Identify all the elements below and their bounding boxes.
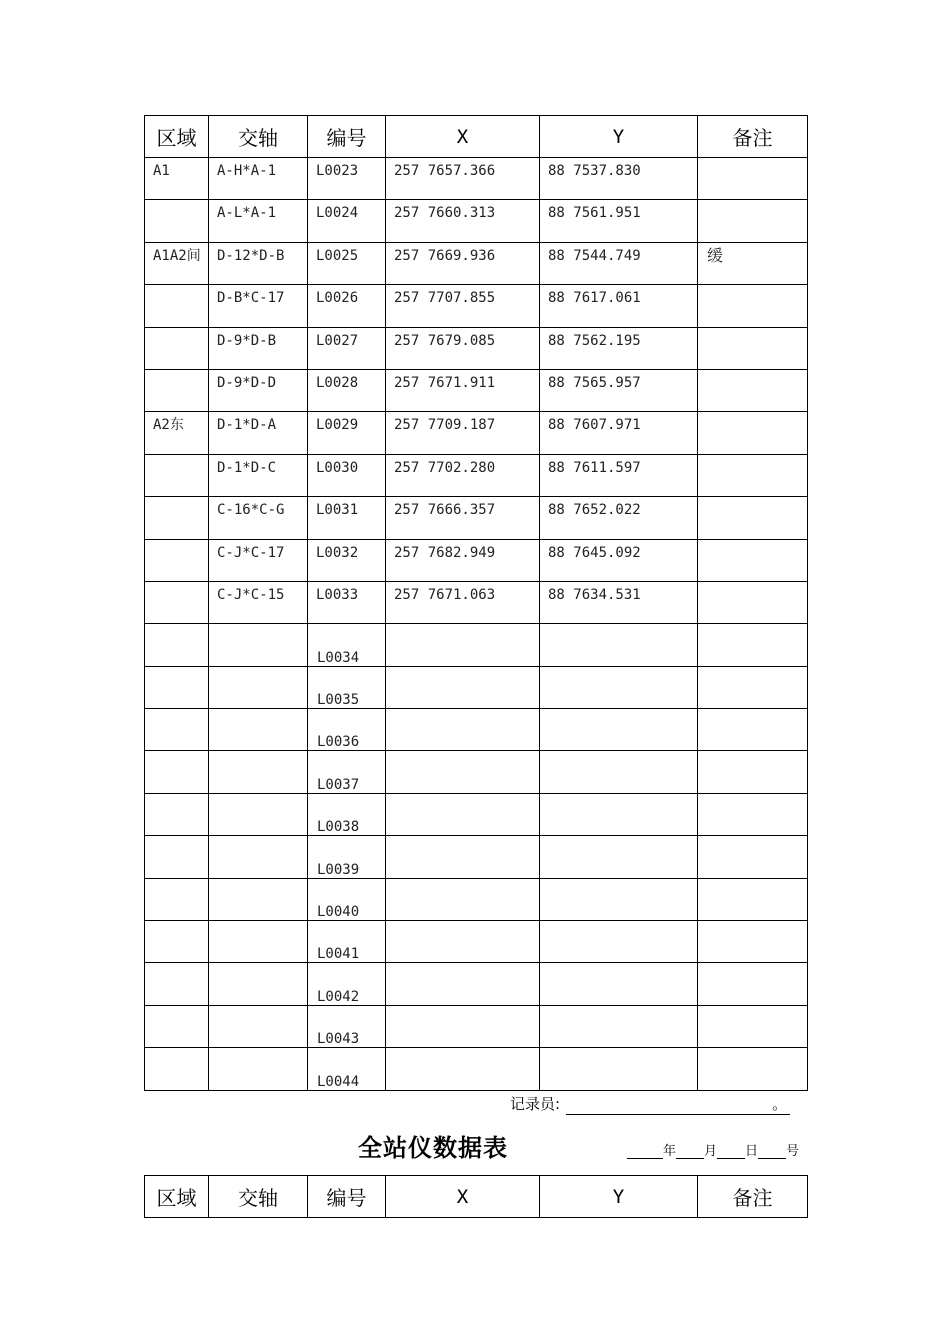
axis-cell[interactable]: C-16*C-G [209, 497, 308, 539]
code-cell[interactable]: L0025 [308, 242, 386, 284]
table-row [145, 369, 808, 411]
recorder-label: 记录员: [510, 1095, 561, 1113]
page-title: 全站仪数据表 [358, 1134, 508, 1162]
note-cell[interactable] [698, 666, 808, 708]
header-y: Y [540, 1176, 698, 1218]
y-coordinate-cell[interactable]: 88 7617.061 [540, 285, 698, 327]
x-coordinate-cell[interactable] [386, 1048, 540, 1090]
note-cell[interactable] [698, 793, 808, 835]
y-coordinate-cell[interactable]: 88 7634.531 [540, 581, 698, 623]
region-cell[interactable] [145, 581, 209, 623]
note-cell[interactable] [698, 369, 808, 411]
note-cell[interactable] [698, 751, 808, 793]
axis-cell[interactable]: D-9*D-B [209, 327, 308, 369]
y-coordinate-cell[interactable] [540, 666, 698, 708]
code-cell[interactable]: L0028 [308, 369, 386, 411]
region-cell[interactable] [145, 836, 209, 878]
code-cell[interactable]: L0031 [308, 497, 386, 539]
y-coordinate-cell[interactable]: 88 7645.092 [540, 539, 698, 581]
header-region: 区域 [145, 1176, 209, 1218]
axis-cell[interactable]: A-L*A-1 [209, 200, 308, 242]
x-coordinate-cell[interactable] [386, 878, 540, 920]
x-coordinate-cell[interactable]: 257 7702.280 [386, 454, 540, 496]
note-cell[interactable] [698, 963, 808, 1005]
axis-cell[interactable] [209, 878, 308, 920]
table-row-empty [145, 666, 808, 708]
table-header-row [145, 1176, 808, 1218]
code-cell[interactable]: L0044 [308, 1048, 386, 1090]
axis-cell[interactable]: D-1*D-A [209, 412, 308, 454]
region-cell[interactable] [145, 539, 209, 581]
table-row-empty [145, 878, 808, 920]
code-cell[interactable]: L0037 [308, 751, 386, 793]
code-cell[interactable]: L0035 [308, 666, 386, 708]
y-coordinate-cell[interactable] [540, 624, 698, 666]
code-cell[interactable]: L0032 [308, 539, 386, 581]
header-code: 编号 [308, 116, 386, 158]
region-cell[interactable] [145, 497, 209, 539]
region-cell[interactable] [145, 624, 209, 666]
table-row-empty [145, 921, 808, 963]
number-blank[interactable] [758, 1144, 786, 1159]
code-cell[interactable]: L0033 [308, 581, 386, 623]
axis-cell[interactable] [209, 666, 308, 708]
y-coordinate-cell[interactable] [540, 963, 698, 1005]
y-coordinate-cell[interactable] [540, 709, 698, 751]
note-cell[interactable] [698, 624, 808, 666]
x-coordinate-cell[interactable] [386, 666, 540, 708]
y-coordinate-cell[interactable] [540, 751, 698, 793]
note-cell[interactable] [698, 581, 808, 623]
x-coordinate-cell[interactable]: 257 7679.085 [386, 327, 540, 369]
y-coordinate-cell[interactable] [540, 1048, 698, 1090]
y-coordinate-cell[interactable]: 88 7562.195 [540, 327, 698, 369]
x-coordinate-cell[interactable]: 257 7666.357 [386, 497, 540, 539]
x-coordinate-cell[interactable]: 257 7671.911 [386, 369, 540, 411]
x-coordinate-cell[interactable]: 257 7671.063 [386, 581, 540, 623]
code-cell[interactable]: L0030 [308, 454, 386, 496]
y-coordinate-cell[interactable]: 88 7652.022 [540, 497, 698, 539]
header-y: Y [540, 116, 698, 158]
note-cell[interactable] [698, 878, 808, 920]
x-coordinate-cell[interactable] [386, 709, 540, 751]
note-cell[interactable] [698, 200, 808, 242]
axis-cell[interactable]: D-1*D-C [209, 454, 308, 496]
note-cell[interactable] [698, 709, 808, 751]
code-cell[interactable]: L0026 [308, 285, 386, 327]
y-coordinate-cell[interactable]: 88 7561.951 [540, 200, 698, 242]
region-cell[interactable] [145, 666, 209, 708]
table-row-empty [145, 1005, 808, 1047]
axis-cell[interactable]: A-H*A-1 [209, 158, 308, 200]
axis-cell[interactable]: D-B*C-17 [209, 285, 308, 327]
table-row [145, 454, 808, 496]
region-cell[interactable] [145, 793, 209, 835]
axis-cell[interactable]: D-9*D-D [209, 369, 308, 411]
recorder-end-mark: 。 [772, 1093, 790, 1115]
x-coordinate-cell[interactable]: 257 7660.313 [386, 200, 540, 242]
table-row [145, 581, 808, 623]
note-cell[interactable] [698, 158, 808, 200]
region-cell[interactable] [145, 1005, 209, 1047]
header-x: X [386, 116, 540, 158]
y-coordinate-cell[interactable] [540, 836, 698, 878]
axis-cell[interactable]: C-J*C-17 [209, 539, 308, 581]
table-body [145, 158, 808, 1091]
region-cell[interactable]: A2东 [145, 412, 209, 454]
x-coordinate-cell[interactable] [386, 751, 540, 793]
y-coordinate-cell[interactable]: 88 7537.830 [540, 158, 698, 200]
axis-cell[interactable] [209, 624, 308, 666]
region-cell[interactable] [145, 285, 209, 327]
axis-cell[interactable] [209, 751, 308, 793]
axis-cell[interactable] [209, 836, 308, 878]
x-coordinate-cell[interactable] [386, 921, 540, 963]
day-label: 日 [745, 1144, 759, 1159]
note-cell[interactable] [698, 836, 808, 878]
code-cell[interactable]: L0023 [308, 158, 386, 200]
y-coordinate-cell[interactable]: 88 7611.597 [540, 454, 698, 496]
header-note: 备注 [698, 1176, 808, 1218]
date-fields [627, 1140, 799, 1159]
y-coordinate-cell[interactable]: 88 7607.971 [540, 412, 698, 454]
table-row-empty [145, 963, 808, 1005]
code-cell[interactable]: L0039 [308, 836, 386, 878]
header-x: X [386, 1176, 540, 1218]
table-row-empty [145, 709, 808, 751]
survey-data-table-2 [144, 1175, 808, 1218]
y-coordinate-cell[interactable] [540, 793, 698, 835]
code-cell[interactable]: L0027 [308, 327, 386, 369]
region-cell[interactable] [145, 369, 209, 411]
note-cell[interactable] [698, 497, 808, 539]
header-region: 区域 [145, 116, 209, 158]
x-coordinate-cell[interactable]: 257 7709.187 [386, 412, 540, 454]
axis-cell[interactable] [209, 963, 308, 1005]
recorder-line [510, 1093, 790, 1115]
region-cell[interactable] [145, 200, 209, 242]
code-cell[interactable]: L0043 [308, 1005, 386, 1047]
region-cell[interactable] [145, 878, 209, 920]
code-cell[interactable]: L0038 [308, 793, 386, 835]
region-cell[interactable] [145, 709, 209, 751]
table-row [145, 158, 808, 200]
region-cell[interactable] [145, 454, 209, 496]
note-cell[interactable] [698, 412, 808, 454]
x-coordinate-cell[interactable] [386, 836, 540, 878]
year-label: 年 [663, 1144, 677, 1159]
y-coordinate-cell[interactable] [540, 878, 698, 920]
x-coordinate-cell[interactable]: 257 7657.366 [386, 158, 540, 200]
x-coordinate-cell[interactable]: 257 7707.855 [386, 285, 540, 327]
note-cell[interactable] [698, 285, 808, 327]
table-row [145, 285, 808, 327]
note-cell[interactable] [698, 454, 808, 496]
header-note: 备注 [698, 116, 808, 158]
number-label: 号 [786, 1144, 800, 1159]
table-row-empty [145, 624, 808, 666]
region-cell[interactable] [145, 327, 209, 369]
table-row [145, 242, 808, 284]
note-cell[interactable] [698, 327, 808, 369]
table-row [145, 539, 808, 581]
month-label: 月 [704, 1144, 718, 1159]
code-cell[interactable]: L0034 [308, 624, 386, 666]
month-blank[interactable] [676, 1144, 704, 1159]
table-row [145, 327, 808, 369]
note-cell[interactable]: 缓 [698, 242, 808, 284]
code-cell[interactable]: L0029 [308, 412, 386, 454]
recorder-signature-field[interactable] [566, 1098, 772, 1115]
axis-cell[interactable]: C-J*C-15 [209, 581, 308, 623]
region-cell[interactable] [145, 963, 209, 1005]
axis-cell[interactable] [209, 1048, 308, 1090]
region-cell[interactable]: A1 [145, 158, 209, 200]
table-row [145, 200, 808, 242]
region-cell[interactable] [145, 921, 209, 963]
table-header-row [145, 116, 808, 158]
year-blank[interactable] [627, 1144, 663, 1159]
table-row [145, 497, 808, 539]
header-axis: 交轴 [209, 116, 308, 158]
code-cell[interactable]: L0042 [308, 963, 386, 1005]
region-cell[interactable] [145, 751, 209, 793]
y-coordinate-cell[interactable] [540, 1005, 698, 1047]
note-cell[interactable] [698, 1048, 808, 1090]
code-cell[interactable]: L0040 [308, 878, 386, 920]
y-coordinate-cell[interactable]: 88 7565.957 [540, 369, 698, 411]
code-cell[interactable]: L0041 [308, 921, 386, 963]
y-coordinate-cell[interactable]: 88 7544.749 [540, 242, 698, 284]
axis-cell[interactable] [209, 793, 308, 835]
note-cell[interactable] [698, 1005, 808, 1047]
x-coordinate-cell[interactable] [386, 1005, 540, 1047]
note-cell[interactable] [698, 539, 808, 581]
table-row-empty [145, 751, 808, 793]
x-coordinate-cell[interactable]: 257 7682.949 [386, 539, 540, 581]
x-coordinate-cell[interactable] [386, 963, 540, 1005]
table-row-empty [145, 1048, 808, 1090]
axis-cell[interactable]: D-12*D-B [209, 242, 308, 284]
region-cell[interactable]: A1A2间 [145, 242, 209, 284]
x-coordinate-cell[interactable] [386, 793, 540, 835]
axis-cell[interactable] [209, 921, 308, 963]
table-row-empty [145, 836, 808, 878]
table-row [145, 412, 808, 454]
survey-data-table [144, 115, 808, 1091]
x-coordinate-cell[interactable]: 257 7669.936 [386, 242, 540, 284]
axis-cell[interactable] [209, 709, 308, 751]
code-cell[interactable]: L0024 [308, 200, 386, 242]
code-cell[interactable]: L0036 [308, 709, 386, 751]
table-row-empty [145, 793, 808, 835]
y-coordinate-cell[interactable] [540, 921, 698, 963]
day-blank[interactable] [717, 1144, 745, 1159]
axis-cell[interactable] [209, 1005, 308, 1047]
region-cell[interactable] [145, 1048, 209, 1090]
header-code: 编号 [308, 1176, 386, 1218]
header-axis: 交轴 [209, 1176, 308, 1218]
x-coordinate-cell[interactable] [386, 624, 540, 666]
note-cell[interactable] [698, 921, 808, 963]
